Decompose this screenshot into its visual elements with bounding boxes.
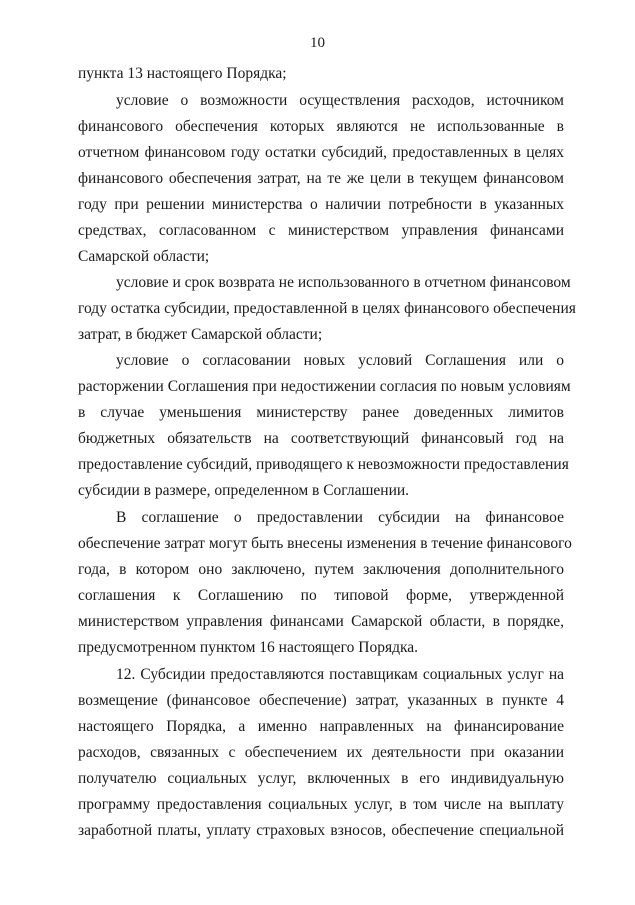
- paragraph-line: пункта 13 настоящего Порядка;: [78, 65, 287, 82]
- paragraph: [78, 505, 572, 661]
- paragraph: [78, 61, 564, 87]
- paragraph-line: условие о возможности осуществления расходов, источником: [116, 92, 564, 109]
- paragraph-line: условие о согласовании новых условий Соглашения или о: [116, 352, 564, 369]
- paragraph: [78, 88, 564, 270]
- paragraph-line: бюджетных обязательств на соответствующий финансовый год на: [78, 430, 564, 447]
- paragraph-line: средствах, согласованном с министерством управления финансами: [78, 222, 564, 239]
- paragraph-line: расходов, связанных с обеспечением их деятельности при оказании: [78, 744, 564, 761]
- paragraph-line: соглашения к Соглашению по типовой форме, утвержденной: [78, 587, 564, 604]
- paragraph: [78, 270, 576, 348]
- paragraph-line: затрат, в бюджет Самарской области;: [78, 326, 323, 343]
- paragraph-line: В соглашение о предоставлении субсидии на финансовое: [116, 509, 564, 526]
- paragraph-line: году при решении министерства о наличии потребности в указанных: [78, 196, 564, 213]
- paragraph-line: расторжении Соглашения при недостижении согласия по новым условиям: [78, 378, 571, 395]
- paragraph-line: обеспечение затрат могут быть внесены изменения в течение финансового: [78, 535, 572, 552]
- paragraph-line: года, в котором оно заключено, путем заключения дополнительного: [78, 561, 564, 578]
- paragraph-line: году остатка субсидии, предоставленной в целях финансового обеспечения: [78, 300, 576, 317]
- paragraph: [78, 348, 571, 504]
- paragraph-line: министерством управления финансами Самарской области, в порядке,: [78, 613, 564, 630]
- paragraph-line: заработной платы, уплату страховых взносов, обеспечение специальной: [78, 822, 564, 839]
- paragraph-line: 12. Субсидии предоставляются поставщикам социальных услуг на: [116, 666, 564, 683]
- paragraph-line: предоставление субсидий, приводящего к невозможности предоставления: [78, 456, 569, 473]
- paragraph-line: финансового обеспечения затрат, на те же цели в текущем финансовом: [78, 170, 564, 187]
- paragraph: [78, 662, 564, 844]
- paragraph-line: условие и срок возврата не использованного в отчетном финансовом: [116, 274, 571, 291]
- paragraph-line: возмещение (финансовое обеспечение) затрат, указанных в пункте 4: [78, 692, 564, 709]
- paragraph-line: программу предоставления социальных услуг, в том числе на выплату: [78, 796, 564, 813]
- page-number: 10: [310, 35, 325, 51]
- paragraph-line: отчетном финансовом году остатки субсидий, предоставленных в целях: [78, 144, 564, 161]
- paragraph-line: получателю социальных услуг, включенных в его индивидуальную: [78, 770, 564, 787]
- paragraph-line: предусмотренном пунктом 16 настоящего Порядка.: [78, 639, 419, 656]
- paragraph-line: субсидии в размере, определенном в Соглашении.: [78, 482, 410, 499]
- paragraph-line: финансового обеспечения которых являются не использованные в: [78, 118, 564, 135]
- paragraph-line: настоящего Порядка, а именно направленных на финансирование: [78, 718, 564, 735]
- paragraph-line: в случае уменьшения министерству ранее доведенных лимитов: [78, 404, 564, 421]
- paragraph-line: Самарской области;: [78, 248, 210, 265]
